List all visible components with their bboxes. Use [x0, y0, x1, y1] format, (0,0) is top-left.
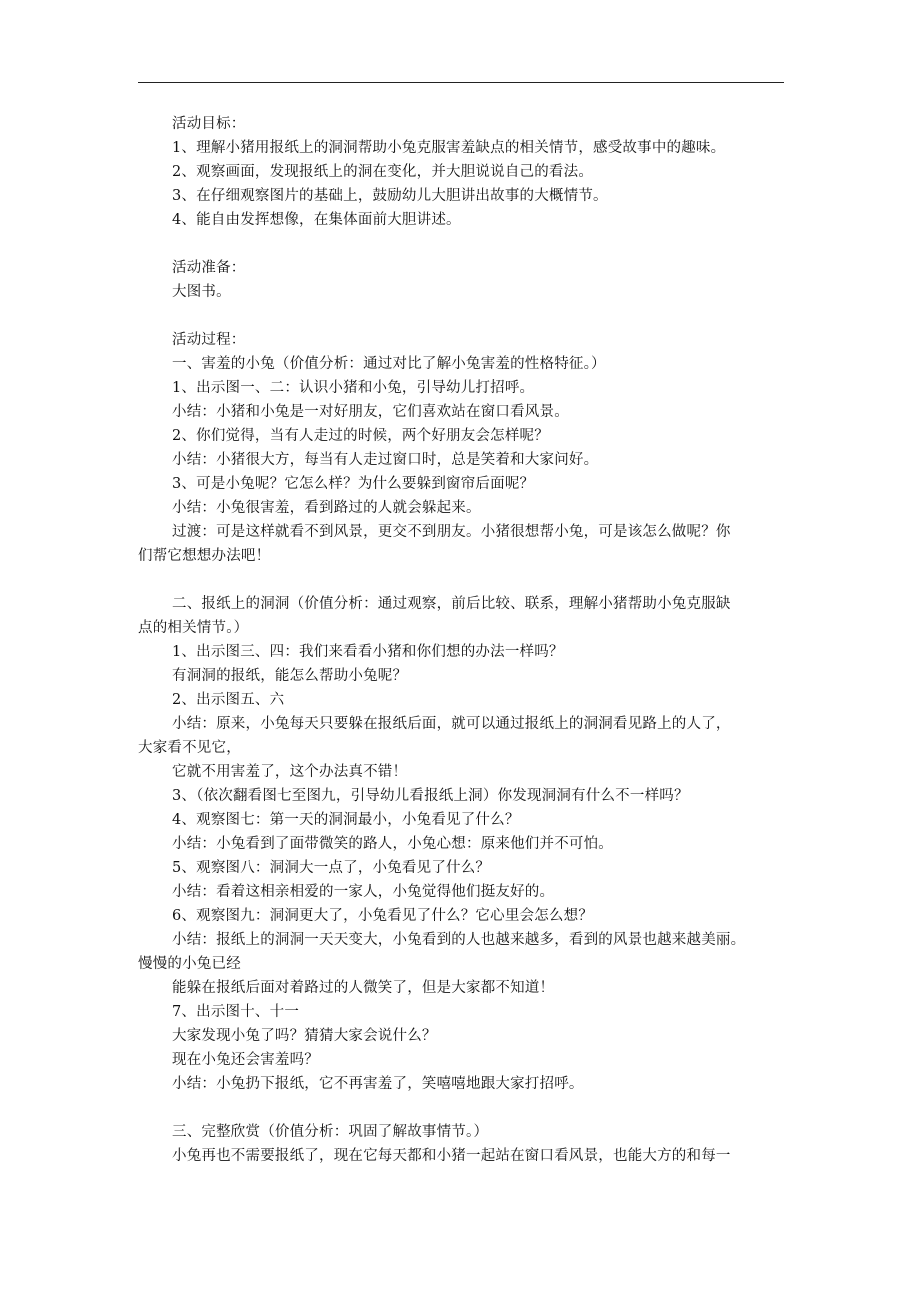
text-line: 小结：小猪和小兔是一对好朋友，它们喜欢站在窗口看风景。 — [172, 404, 569, 420]
text-line: 1、出示图一、二：认识小猪和小兔，引导幼儿打招呼。 — [172, 380, 535, 396]
text-line: 2、出示图五、六 — [172, 692, 285, 708]
text-line: 小结：报纸上的洞洞一天天变大，小兔看到的人也越来越多，看到的风景也越来越美丽。 — [172, 932, 746, 948]
text-line: 2、你们觉得，当有人走过的时候，两个好朋友会怎样呢？ — [172, 428, 549, 444]
text-line: 3、（依次翻看图七至图九，引导幼儿看报纸上洞）你发现洞洞有什么不一样吗？ — [172, 788, 689, 804]
part-one-heading: 一、害羞的小兔（价值分析：通过对比了解小兔害羞的性格特征。） — [172, 356, 606, 372]
text-line: 小结：小猪很大方，每当有人走过窗口时，总是笑着和大家问好。 — [172, 452, 599, 468]
text-line: 4、观察图七：第一天的洞洞最小，小兔看见了什么？ — [172, 812, 520, 828]
text-line: 现在小兔还会害羞吗？ — [172, 1052, 319, 1068]
text-line: 小结：看着这相亲相爱的一家人，小兔觉得他们挺友好的。 — [172, 884, 555, 900]
blank-line — [138, 568, 784, 592]
text-line: 有洞洞的报纸，能怎么帮助小兔呢？ — [172, 668, 408, 684]
part-three-heading: 三、完整欣赏（价值分析：巩固了解故事情节。） — [172, 1124, 489, 1140]
text-line: 6、观察图九：洞洞更大了，小兔看见了什么？它心里会怎么想？ — [172, 908, 594, 924]
part-two-heading-continuation: 点的相关情节。） — [138, 620, 249, 636]
text-line: 能躲在报纸后面对着路过的人微笑了，但是大家都不知道！ — [172, 980, 555, 996]
text-line-continuation: 大家看不见它， — [138, 740, 241, 756]
preparation-item: 大图书。 — [172, 284, 231, 300]
text-line: 5、观察图八：洞洞大一点了，小兔看见了什么？ — [172, 860, 491, 876]
section-heading-process: 活动过程： — [172, 332, 246, 348]
text-line: 3、可是小兔呢？它怎么样？为什么要躲到窗帘后面呢？ — [172, 476, 535, 492]
section-heading-preparation: 活动准备： — [172, 260, 246, 276]
blank-line — [138, 232, 784, 256]
text-line: 1、出示图三、四：我们来看看小猪和你们想的办法一样吗？ — [172, 644, 564, 660]
goal-item-4: 4、能自由发挥想像，在集体面前大胆讲述。 — [172, 212, 461, 228]
text-line: 小结：小兔很害羞，看到路过的人就会躲起来。 — [172, 500, 481, 516]
text-line: 过渡：可是这样就看不到风景，更交不到朋友。小猪很想帮小兔，可是该怎么做呢？你 — [172, 524, 731, 540]
text-line: 7、出示图十、十一 — [172, 1004, 300, 1020]
text-line: 小结：小兔扔下报纸，它不再害羞了，笑嘻嘻地跟大家打招呼。 — [172, 1076, 584, 1092]
text-line: 小结：原来，小兔每天只要躲在报纸后面，就可以通过报纸上的洞洞看见路上的人了， — [172, 716, 731, 732]
text-line-continuation: 们帮它想想办法吧！ — [138, 548, 271, 564]
header-rule — [138, 82, 784, 83]
document-body — [138, 112, 784, 1168]
goal-item-1: 1、理解小猪用报纸上的洞洞帮助小兔克服害羞缺点的相关情节，感受故事中的趣味。 — [172, 140, 726, 156]
text-line: 小结：小兔看到了面带微笑的路人，小兔心想：原来他们并不可怕。 — [172, 836, 613, 852]
text-line: 小兔再也不需要报纸了，现在它每天都和小猪一起站在窗口看风景，也能大方的和每一 — [172, 1148, 731, 1164]
text-line: 它就不用害羞了，这个办法真不错！ — [172, 764, 408, 780]
text-line: 大家发现小兔了吗？猜猜大家会说什么？ — [172, 1028, 437, 1044]
blank-line — [138, 304, 784, 328]
goal-item-2: 2、观察画面，发现报纸上的洞在变化，并大胆说说自己的看法。 — [172, 164, 594, 180]
goal-item-3: 3、在仔细观察图片的基础上，鼓励幼儿大胆讲出故事的大概情节。 — [172, 188, 608, 204]
blank-line — [138, 1096, 784, 1120]
section-heading-goals: 活动目标： — [172, 116, 246, 132]
part-two-heading: 二、报纸上的洞洞（价值分析：通过观察，前后比较、联系，理解小猪帮助小兔克服缺 — [172, 596, 731, 612]
text-line-continuation: 慢慢的小兔已经 — [138, 956, 241, 972]
